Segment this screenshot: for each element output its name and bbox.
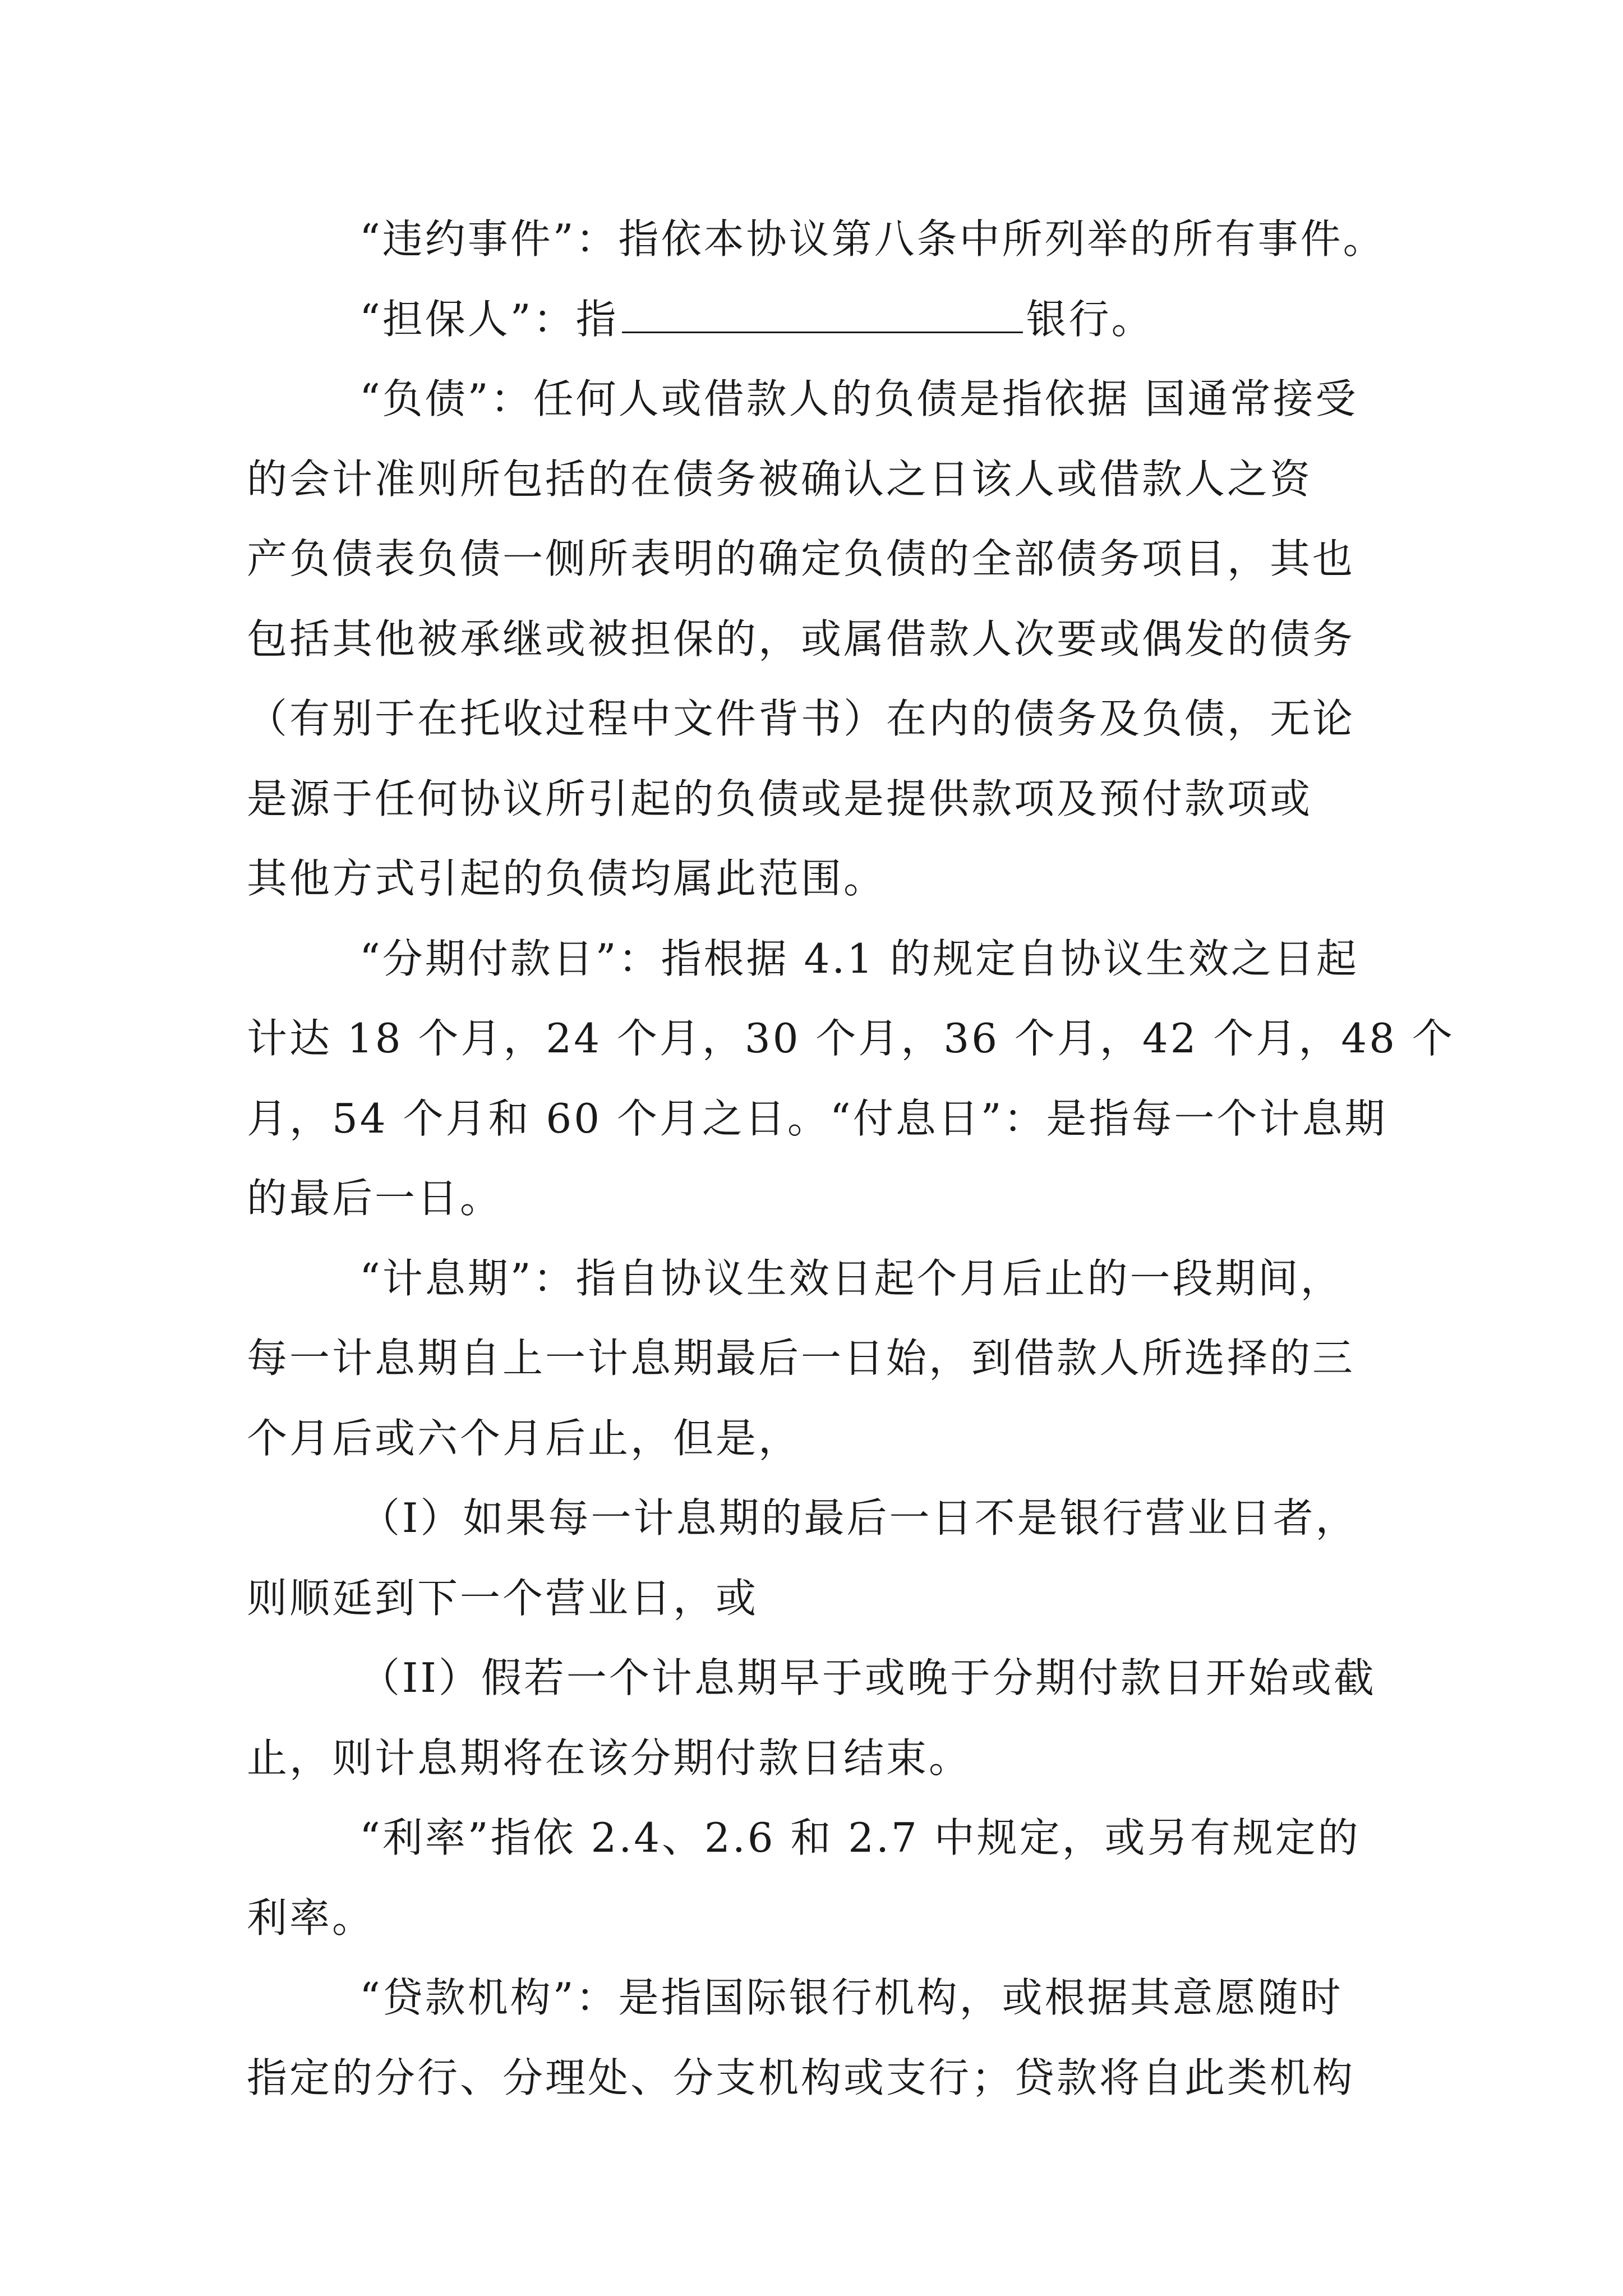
paragraph-line: “负债”：任何人或借款人的负债是指依据 国通常接受: [359, 375, 1358, 422]
paragraph-line: （II）假若一个计息期早于或晚于分期付款日开始或截: [359, 1654, 1376, 1701]
paragraph-line: 产负债表负债一侧所表明的确定负债的全部债务项目，其也: [247, 535, 1355, 582]
paragraph-line: 其他方式引起的负债均属此范围。: [247, 855, 887, 902]
paragraph-line: 指定的分行、分理处、分支机构或支行；贷款将自此类机构: [247, 2054, 1355, 2101]
paragraph-line: “利率”指依 2.4、2.6 和 2.7 中规定，或另有规定的: [359, 1814, 1361, 1861]
paragraph-line: 止，则计息期将在该分期付款日结束。: [247, 1734, 972, 1782]
paragraph-guarantor: [247, 279, 1399, 360]
paragraph-installment-date: [247, 919, 1455, 1239]
paragraph-line: “分期付款日”：指根据 4.1 的规定自协议生效之日起: [359, 935, 1359, 982]
paragraph-line: “贷款机构”：是指国际银行机构，或根据其意愿随时: [359, 1974, 1343, 2021]
paragraph-line: 计达 18 个月，24 个月，30 个月，36 个月，42 个月，48 个: [247, 1015, 1455, 1062]
paragraph-line: 个月后或六个月后止，但是，: [247, 1414, 801, 1462]
paragraph-interest-period: [247, 1239, 1399, 1479]
paragraph-line: 的最后一日。: [247, 1175, 503, 1222]
paragraph-lending-office: [247, 1958, 1399, 2118]
paragraph-line: 的会计准则所包括的在债务被确认之日该人或借款人之资: [247, 455, 1313, 503]
paragraph-liability: [247, 359, 1399, 919]
paragraph-line: 则顺延到下一个营业日，或: [247, 1574, 759, 1622]
paragraph-line: 利率。: [247, 1894, 375, 1941]
paragraph-clause-ii: [247, 1638, 1399, 1798]
document-body: [247, 199, 1455, 2118]
guarantor-suffix: 银行。: [1026, 295, 1154, 343]
paragraph-interest-rate: [247, 1798, 1399, 1958]
paragraph-line: 月，54 个月和 60 个月之日。“付息日”：是指每一个计息期: [247, 1094, 1387, 1142]
paragraph-line: （I）如果每一计息期的最后一日不是银行营业日者，: [359, 1494, 1358, 1542]
paragraph-line: “计息期”：指自协议生效日起个月后止的一段期间，: [359, 1254, 1343, 1302]
paragraph-line: （有别于在托收过程中文件背书）在内的债务及负债，无论: [247, 695, 1355, 742]
paragraph-default-event: “违约事件”：指依本协议第八条中所列举的所有事件。: [359, 215, 1386, 263]
paragraph-clause-i: [247, 1478, 1399, 1638]
guarantor-label: “担保人”：指: [359, 295, 619, 343]
paragraph-line: 包括其他被承继或被担保的，或属借款人次要或偶发的债务: [247, 615, 1355, 662]
paragraph-line: 每一计息期自上一计息期最后一日始，到借款人所选择的三: [247, 1335, 1355, 1382]
guarantor-blank-field: [622, 296, 1023, 333]
paragraph-line: 是源于任何协议所引起的负债或是提供款项及预付款项或: [247, 775, 1313, 822]
